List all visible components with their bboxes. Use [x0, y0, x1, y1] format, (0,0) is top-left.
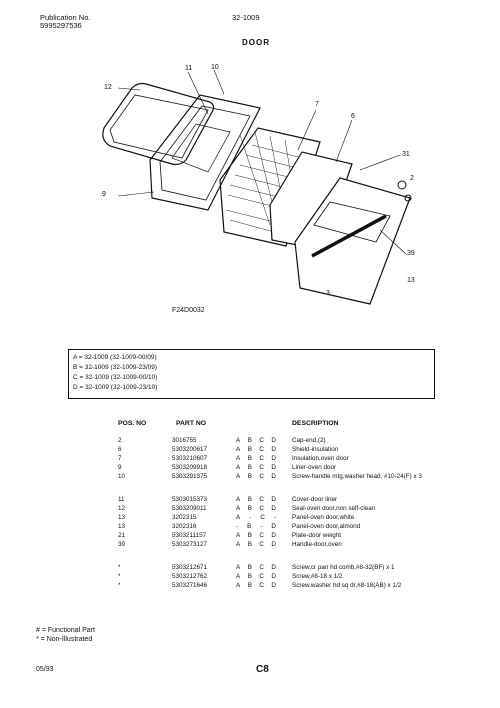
table-row: * 5303212762 A B C D Screw,#8-18 x 1/2: [118, 573, 343, 580]
col-header-part: PART NO: [176, 420, 207, 427]
callout-3: 3: [326, 290, 330, 297]
model-legend-box: [68, 349, 435, 399]
non-illustrated-note: * = Non-Illustrated: [36, 636, 93, 643]
callout-31: 31: [402, 151, 410, 158]
table-row: 9 5303209918 A B C D Liner-oven door: [118, 464, 337, 471]
table-row: 13 3202316 - B - D Panel-oven door,almond: [118, 523, 361, 530]
functional-part-note: # = Functional Part: [36, 627, 95, 634]
table-row: 13 3202315 A - C - Panel-oven door,white: [118, 514, 355, 521]
publication-number: 5995297536: [40, 21, 82, 30]
callout-2: 2: [410, 175, 414, 182]
model-line-a: A = 32-1009 (32-1009-00/09): [73, 354, 157, 361]
callout-7: 7: [315, 101, 319, 108]
table-row: 11 5303015373 A B C D Cover-door liner: [118, 496, 338, 503]
revision-date: 05/93: [36, 666, 54, 673]
table-row: * 5303271646 A B C D Screw,washer hd sq dr,#8-18(AB) x 1/2: [118, 582, 402, 589]
model-line-d: D = 32-1009 (32-1009-23/10): [73, 384, 158, 391]
col-header-description: DESCRIPTION: [292, 420, 339, 427]
callout-13: 13: [407, 277, 415, 284]
callout-39: 39: [407, 250, 415, 257]
model-number: 32-1009: [232, 13, 260, 22]
callout-9: 9: [102, 191, 106, 198]
col-header-pos: POS. NO: [118, 420, 147, 427]
door-liner: [150, 95, 260, 210]
table-row: 21 5303211157 A B C D Plate-door weight: [118, 532, 342, 539]
table-row: * 5303212671 A B C D Screw,cr pan hd comb,#8-32(BF) x 1: [118, 564, 395, 571]
table-row: 6 5303200617 A B C D Shield-insulation: [118, 446, 339, 453]
table-row: 2 3016755 A B C D Cap-end,(2): [118, 437, 326, 444]
page-number: C8: [256, 664, 269, 675]
callout-6: 6: [351, 113, 355, 120]
callout-12: 12: [104, 84, 112, 91]
model-line-b: B = 32-1009 (32-1009-23/09): [73, 364, 158, 371]
table-row: 39 5303273127 A B C D Handle-door,oven: [118, 541, 342, 548]
table-row: 12 5303209011 A B C D Seal-oven door,non self-clean: [118, 505, 376, 512]
end-cap: [398, 181, 406, 189]
table-row: 10 5303291375 A B C D Screw-handle mtg,washer head, #10-24(F) x 3: [118, 473, 422, 480]
model-line-c: C = 32-1009 (32-1009-00/10): [73, 374, 158, 381]
callout-11: 11: [185, 65, 193, 72]
callout-10: 10: [211, 64, 219, 71]
door-exploded-diagram: [90, 50, 430, 315]
section-title: DOOR: [242, 38, 270, 47]
figure-id: F24D0032: [172, 307, 205, 314]
table-row: 7 5303210607 A B C D Insulation,oven door: [118, 455, 349, 462]
publication-label: Publication No.: [40, 13, 91, 22]
